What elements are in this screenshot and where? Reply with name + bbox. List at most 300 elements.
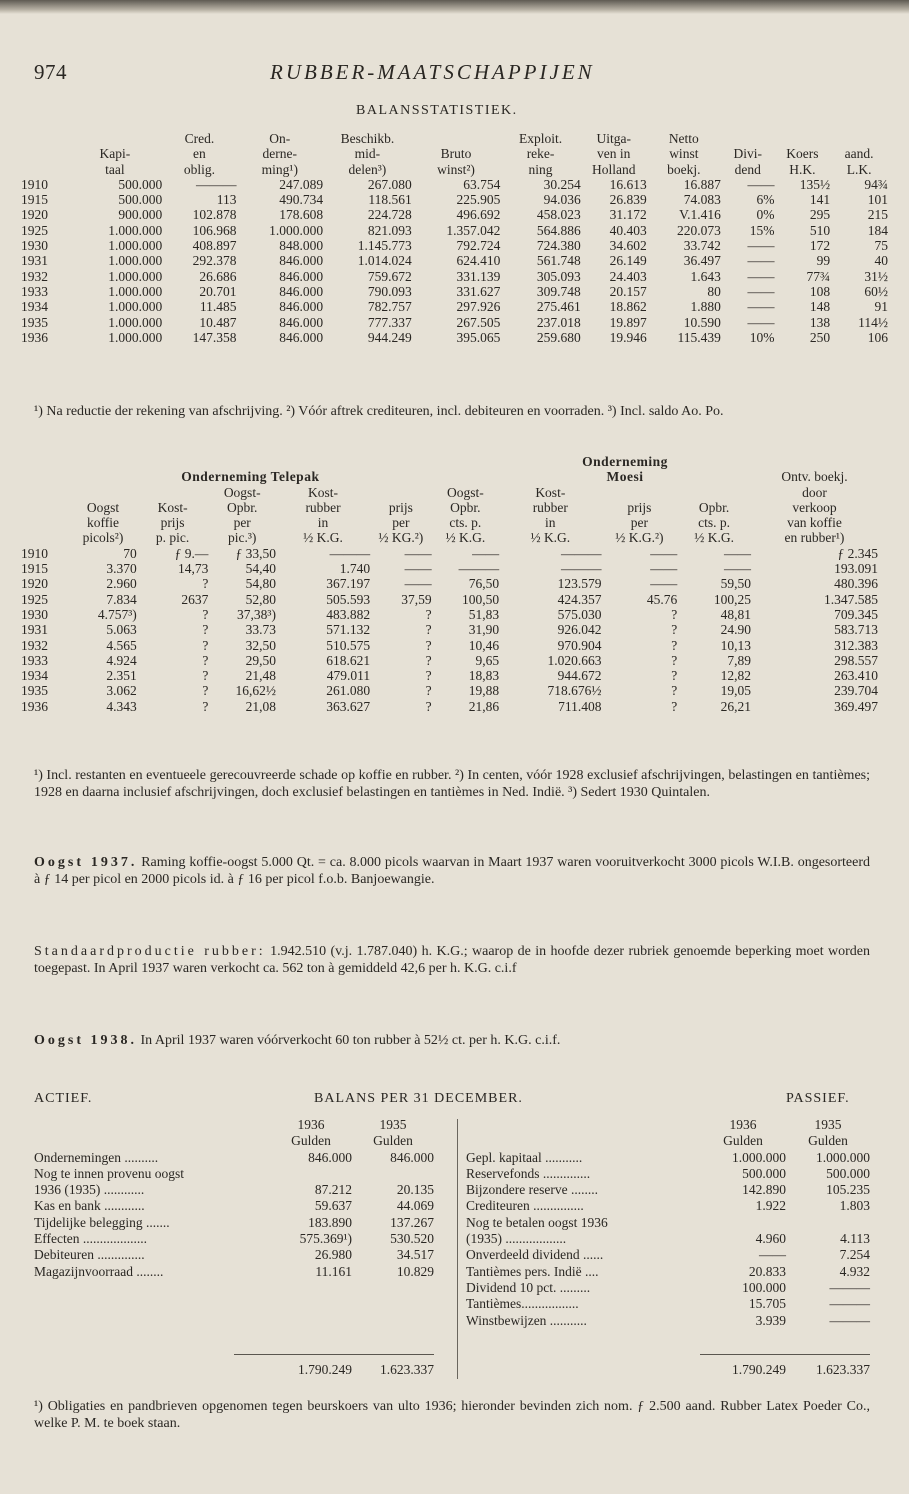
stats-row-cell: 11.485	[199, 299, 237, 315]
estate-row	[18, 607, 878, 622]
estate-row-cell: 1.740	[339, 561, 371, 577]
stats-row-cell: 15%	[749, 222, 775, 238]
stats-row-cell: 118.561	[368, 192, 412, 208]
estate-header-cell	[69, 485, 137, 500]
estate-header-cell: picols²)	[82, 530, 124, 546]
actief-row-cell	[270, 1166, 352, 1182]
estate-row-cell: 18,83	[468, 668, 500, 684]
estate-row-cell: 479.011	[326, 668, 371, 684]
passief-row-cell: Onverdeeld dividend ......	[466, 1247, 604, 1263]
stats-row-cell: 1934	[21, 299, 48, 315]
stats-row-cell: 34.602	[609, 238, 647, 254]
estate-row-cell: 45.76	[646, 591, 678, 607]
estate-row-cell: ?	[671, 606, 678, 622]
estate-row-cell: 54,80	[245, 576, 276, 592]
actief-row-cell: 34.517	[396, 1247, 434, 1263]
estate-header-cell	[18, 500, 69, 515]
stats-header-row-cell: Holland	[591, 161, 636, 177]
passief-row-cell: Bijzondere reserve ........	[466, 1182, 598, 1198]
stats-row-cell: 846.000	[279, 283, 324, 299]
estate-row-cell: 4.343	[106, 698, 137, 714]
estate-header-cell: Oogst-	[446, 484, 484, 500]
passief-row	[466, 1264, 870, 1280]
estate-row-cell: 1933	[21, 652, 48, 668]
actief-row-cell: Effecten ...................	[34, 1231, 147, 1247]
estate-row-cell: ———	[561, 561, 602, 577]
stats-row-cell: 33.742	[683, 238, 721, 254]
stats-row-cell: 1932	[21, 268, 48, 284]
scan-edge-shadow	[0, 0, 909, 14]
stats-header-row-cell: winst	[669, 146, 699, 162]
estate-row	[18, 546, 878, 561]
stats-row-cell: 60½	[864, 283, 888, 299]
estate-header-cell: cts. p.	[698, 515, 731, 531]
actief-unit-1935: Gulden	[373, 1133, 413, 1149]
passief-row-cell: 15.705	[748, 1296, 786, 1312]
stats-header-row-cell: mid-	[354, 146, 381, 162]
stats-row-cell: 305.093	[536, 268, 581, 284]
stats-row-cell: 74.083	[683, 192, 721, 208]
estate-row-cell: 5.063	[106, 622, 137, 638]
estate-row-cell: ?	[202, 683, 209, 699]
estate-header-cell: ½ K.G.	[694, 530, 734, 546]
estate-row-cell: ?	[425, 606, 432, 622]
stats-row-cell: 624.410	[456, 253, 501, 269]
stats-row-cell: 215	[867, 207, 888, 223]
estate-header-cell: pic.³)	[227, 530, 257, 546]
stats-row-cell: 31.172	[609, 207, 647, 223]
estate-row-cell: 19,88	[468, 683, 500, 699]
estate-row-cell: 48,81	[720, 606, 751, 622]
estate-row-cell: 2.960	[106, 576, 137, 592]
stats-row-cell: 782.757	[367, 299, 412, 315]
stats-row-cell: 40	[874, 253, 888, 269]
stats-header-row-cell: winst²)	[437, 161, 475, 177]
actief-row	[34, 1150, 434, 1166]
passief-row-cell: 3.939	[755, 1312, 786, 1328]
estate-row-cell: ——	[472, 545, 500, 561]
stats-header-row-cell: Koers	[786, 146, 819, 162]
actief-row-cell: Debiteuren ..............	[34, 1247, 145, 1263]
estate-row-cell: ƒ 33,50	[235, 545, 276, 561]
estate-row-cell: 24.90	[720, 622, 751, 638]
estate-row-cell: 369.497	[834, 698, 878, 714]
estate-header-cell: ½ K.G.	[530, 530, 571, 546]
estate-row-cell: ?	[425, 668, 432, 684]
estate-row-cell: 7,89	[727, 652, 751, 668]
estate-header-cell: Kost-	[157, 499, 188, 515]
actief-total-1936: 1.790.249	[298, 1362, 352, 1377]
passief-row-cell: 100.000	[742, 1279, 786, 1295]
actief-row	[34, 1198, 434, 1214]
estate-row-cell: ———	[561, 545, 602, 561]
stats-row	[18, 284, 888, 299]
stats-row	[18, 207, 888, 222]
stats-row-cell: 1930	[21, 238, 48, 254]
stats-header-row-cell: dend	[734, 161, 761, 177]
actief-row-cell: Tijdelijke belegging .......	[34, 1214, 170, 1230]
stats-header-row-cell	[18, 146, 67, 161]
stats-row-cell: 135½	[799, 176, 831, 192]
stats-row-cell: 759.672	[367, 268, 412, 284]
balance-actief-table	[34, 1117, 434, 1280]
estate-row-cell: ?	[202, 606, 209, 622]
stats-row-cell: 510	[809, 222, 831, 238]
stats-row-cell: 75	[874, 238, 888, 254]
stats-header-row-cell: aand.	[844, 146, 874, 162]
estate-row-cell: ?	[425, 698, 432, 714]
stats-row-cell: 16.613	[609, 176, 647, 192]
oogst-1937-text: Raming koffie-oogst 5.000 Qt. = ca. 8.000 picols waarvan in Maart 1937 waren vooruitverkocht 3000 picols W.I.B. ongesorteerd à ƒ 14 per picol en 2000 picols id. à ƒ 16 per picol f.o.b. Banjoewangie.	[34, 855, 871, 887]
oogst-1938-text: In April 1937 waren vóórverkocht 60 ton rubber à 52½ ct. per h. K.G. c.i.f.	[140, 1033, 561, 1048]
passief-row	[466, 1296, 870, 1312]
estate-row-cell: 16,62½	[235, 683, 276, 699]
stats-row-cell: 259.680	[536, 329, 581, 345]
estate-row-cell: 12,82	[720, 668, 751, 684]
stats-row-cell: 1.145.773	[357, 238, 412, 254]
stats-row-cell: 220.073	[677, 222, 721, 238]
estate-row-cell: 76,50	[468, 576, 500, 592]
estate-header-cell: in	[317, 515, 329, 531]
estate-row-cell: 3.370	[106, 561, 137, 577]
passief-row	[466, 1231, 870, 1247]
estate-header-cell: Kost-	[308, 484, 339, 500]
actief-unit-1936: Gulden	[291, 1133, 331, 1149]
stats-row-cell: ——	[747, 314, 775, 330]
stats-row-cell: 1.643	[690, 268, 721, 284]
stats-header-row-cell: oblig.	[183, 161, 215, 177]
stats-header-row-cell	[18, 131, 67, 146]
estate-header-cell: ½ KG.²)	[378, 530, 424, 546]
stats-row-cell: 6%	[756, 192, 775, 208]
passief-row-cell: ———	[829, 1279, 870, 1295]
stats-row	[18, 330, 888, 345]
stats-row-cell: 101	[867, 192, 888, 208]
stats-row-cell: 26.149	[609, 253, 647, 269]
stats-row-cell: 20.157	[609, 283, 647, 299]
estate-header-ontv: Ontv. boekj.	[781, 469, 848, 485]
stats-header-row-cell: ning	[528, 161, 553, 177]
stats-row-cell: 821.093	[367, 222, 412, 238]
stats-row-cell: 292.378	[192, 253, 237, 269]
estate-row	[18, 576, 878, 591]
stats-header-row-cell: boekj.	[667, 161, 701, 177]
stats-header-row-cell: Uitga-	[596, 131, 631, 146]
group-moesi-line2: Moesi	[606, 469, 644, 485]
estate-row-cell: 21,08	[245, 698, 276, 714]
passief-row-cell: ———	[829, 1312, 870, 1328]
actief-row	[34, 1166, 434, 1182]
estate-row-cell: 1931	[21, 622, 48, 638]
stats-row-cell: 237.018	[536, 314, 581, 330]
estate-row-cell: 9,65	[475, 652, 500, 668]
actief-row-cell: Kas en bank ............	[34, 1198, 145, 1214]
estate-row-cell: ?	[202, 576, 209, 592]
stats-row-cell: 1.000.000	[108, 283, 163, 299]
stats-row-cell: 275.461	[536, 299, 581, 315]
stats-row	[18, 192, 888, 207]
estate-header-cell: Oogst	[86, 499, 120, 515]
stats-row-cell: 147.358	[192, 329, 237, 345]
estate-row-cell: ?	[671, 622, 678, 638]
running-title: RUBBER-MAATSCHAPPIJEN	[270, 60, 595, 84]
stats-row-cell: 1936	[21, 329, 48, 345]
stats-row-cell: 846.000	[279, 299, 324, 315]
actief-row-cell	[352, 1166, 434, 1182]
stats-row-cell: 944.249	[367, 329, 412, 345]
stats-row-cell: 148	[809, 299, 831, 315]
stats-row-cell: 10.590	[683, 314, 721, 330]
estate-row-cell: 618.621	[326, 652, 371, 668]
passief-row-cell: (1935) ..................	[466, 1231, 567, 1247]
estate-row-cell: ?	[202, 698, 209, 714]
passief-total-1936: 1.790.249	[732, 1362, 786, 1377]
estate-row-cell: 14,73	[178, 561, 209, 577]
estate-row-cell: 483.882	[326, 606, 371, 622]
estate-row-cell: 100,25	[713, 591, 751, 607]
estate-header-cell: Kost-	[535, 484, 566, 500]
balance-footnote: ¹) Obligaties en pandbrieven opgenomen tegen beurskoers van ulto 1936; hieronder bevinden zich nom. ƒ 2.500 aand. Rubber Latex Poeder Co., welke P. M. te boek staan.	[34, 1399, 870, 1431]
estate-row-cell: ———	[329, 545, 371, 561]
passief-row-cell: 7.254	[839, 1247, 870, 1263]
estate-header-row	[18, 500, 878, 515]
actief-row-cell: 10.829	[396, 1263, 434, 1279]
passief-row-cell: Winstbewijzen ...........	[466, 1312, 587, 1328]
stats-row-cell: 63.754	[463, 176, 501, 192]
stats-header-row-cell: Cred.	[184, 131, 215, 146]
stats-header-row-cell: L.K.	[846, 161, 872, 177]
stats-row-cell: 247.089	[279, 176, 324, 192]
estate-row-cell: 312.383	[834, 637, 878, 653]
actief-row-cell: 44.069	[396, 1198, 434, 1214]
stats-row-cell: 26.839	[609, 192, 647, 208]
estate-row-cell: 711.408	[558, 698, 602, 714]
paragraph-oogst-1938	[34, 1032, 870, 1049]
passief-row-cell: Dividend 10 pct. .........	[466, 1279, 591, 1295]
estate-header-cell	[370, 485, 431, 500]
estate-row	[18, 561, 878, 576]
stats-header-row-cell	[67, 131, 162, 146]
estate-header-cell: in	[545, 515, 556, 531]
stats-row-cell: 267.505	[456, 314, 501, 330]
actief-row-cell: 11.161	[315, 1263, 352, 1279]
estate-header-cell	[18, 530, 69, 545]
estate-header-cell: rubber	[532, 499, 568, 515]
estate-row-cell: 1936	[21, 698, 48, 714]
estate-row-cell: 510.575	[326, 637, 371, 653]
stats-row-cell: 1.000.000	[108, 238, 163, 254]
stats-row-cell: 141	[809, 192, 831, 208]
estate-row-cell: 239.704	[834, 683, 878, 699]
balance-passief-table	[466, 1117, 870, 1329]
estate-header-cell: Opbr.	[450, 499, 481, 515]
page-number: 974	[34, 60, 67, 84]
passief-row-cell: 20.833	[748, 1263, 786, 1279]
estate-header-cell: per	[233, 515, 251, 531]
actief-row-cell: 26.980	[314, 1247, 352, 1263]
stats-header-row	[18, 131, 888, 146]
estate-row-cell: ƒ 2.345	[837, 545, 878, 561]
estate-header-cell: en rubber¹)	[784, 530, 845, 546]
estate-row-cell: ——	[404, 545, 432, 561]
passief-year-1936: 1936	[729, 1117, 757, 1132]
passief-row-cell: ———	[829, 1296, 870, 1312]
stats-row	[18, 223, 888, 238]
estate-row-cell: 480.396	[834, 576, 878, 592]
actief-row-cell: Ondernemingen ..........	[34, 1149, 159, 1165]
estate-row-cell: 3.062	[106, 683, 137, 699]
stats-row-cell: 1.000.000	[108, 268, 163, 284]
estate-row-cell: 123.579	[557, 576, 602, 592]
stats-header-row-cell: delen³)	[348, 161, 387, 177]
estate-row-cell: 1932	[21, 637, 48, 653]
estate-row-cell: ?	[425, 622, 432, 638]
estate-header-cell: prijs	[388, 499, 413, 515]
estate-row-cell: 29,50	[245, 652, 276, 668]
passief-row-cell: 4.960	[755, 1231, 786, 1247]
stats-row-cell: 1.014.024	[357, 253, 412, 269]
stats-header-row-cell: taal	[105, 161, 125, 177]
estate-row	[18, 592, 878, 607]
actief-row-cell: 846.000	[390, 1149, 434, 1165]
estate-row-cell: 193.091	[834, 561, 878, 577]
estate-row-cell: ——	[404, 576, 432, 592]
stats-header-row-cell: ming¹)	[261, 161, 298, 177]
stats-header-row-cell: Bruto	[440, 146, 472, 162]
estate-header-cell: door	[802, 484, 827, 500]
passief-row-cell: 500.000	[742, 1165, 786, 1181]
actief-year-1935: 1935	[379, 1117, 407, 1132]
estate-header-row	[18, 530, 878, 545]
estate-header-cell: prijs	[627, 499, 652, 515]
estate-header-row	[18, 515, 878, 530]
passief-row-cell: 1.000.000	[816, 1149, 870, 1165]
stats-row-cell: 846.000	[279, 253, 324, 269]
stats-row-cell: 564.886	[536, 222, 581, 238]
passief-row	[466, 1166, 870, 1182]
estate-row-cell: 363.627	[326, 698, 371, 714]
passief-row-cell: Nog te betalen oogst 1936	[466, 1214, 608, 1230]
stats-row-cell: 94.036	[543, 192, 581, 208]
passief-row	[466, 1198, 870, 1214]
stats-row-cell: 1.000.000	[108, 299, 163, 315]
stats-row-cell: 26.686	[199, 268, 237, 284]
stats-row-cell: ——	[747, 283, 775, 299]
oogst-1938-label: Oogst 1938.	[34, 1033, 137, 1048]
estate-row-cell: 70	[123, 545, 137, 561]
estate-row-cell: 1.020.663	[547, 652, 602, 668]
stats-row-cell: 40.403	[609, 222, 647, 238]
paragraph-oogst-1937	[34, 854, 870, 888]
stats-row-cell: 250	[809, 329, 831, 345]
passief-total-1935: 1.623.337	[816, 1362, 870, 1377]
balance-statistics-table	[18, 131, 888, 345]
estate-row-cell: 10,46	[468, 637, 500, 653]
actief-row-cell: 87.212	[314, 1182, 352, 1198]
estate-header-cell: Opbr.	[698, 499, 730, 515]
stats-header-row-cell: en	[193, 146, 206, 162]
stats-row-cell: 408.897	[192, 238, 237, 254]
estate-row-cell: ?	[671, 637, 678, 653]
stats-row-cell: 846.000	[279, 314, 324, 330]
passief-row-cell: Tantièmes pers. Indië ....	[466, 1263, 599, 1279]
estate-row-cell: 51,83	[468, 606, 500, 622]
estate-header-cell: van koffie	[787, 515, 842, 531]
stats-row-cell: 138	[809, 314, 831, 330]
estate-row-cell: 1915	[21, 561, 48, 577]
estate-row-cell: 21,86	[468, 698, 500, 714]
stats-row	[18, 253, 888, 268]
estate-row	[18, 638, 878, 653]
passief-row	[466, 1182, 870, 1198]
passief-row-cell: 105.235	[826, 1182, 870, 1198]
estate-header-row	[18, 485, 878, 500]
stats-row-cell: 0%	[756, 207, 775, 223]
stats-header-row-cell: Divi-	[733, 146, 762, 162]
passief-row-cell: ——	[759, 1247, 786, 1263]
estate-row-cell: ?	[671, 652, 678, 668]
estate-row-cell: 4.565	[106, 637, 137, 653]
standaard-label: Standaardproductie rubber:	[34, 944, 266, 959]
estate-row-cell: ——	[404, 561, 432, 577]
estate-row-cell: 298.557	[834, 652, 878, 668]
estate-row	[18, 699, 878, 714]
stats-row-cell: 20.701	[199, 283, 237, 299]
stats-row	[18, 238, 888, 253]
estate-row-cell: ?	[671, 683, 678, 699]
passief-unit-1936: Gulden	[723, 1133, 763, 1149]
estate-row-cell: 37,38³)	[237, 606, 276, 622]
estate-row-cell: ?	[202, 652, 209, 668]
estate-row-cell: 19,05	[720, 683, 751, 699]
estate-header-cell: Oogst-	[223, 484, 261, 500]
estate-header-cell	[18, 515, 69, 530]
estate-row-cell: 2.351	[106, 668, 137, 684]
stats-row-cell: 724.380	[536, 238, 581, 254]
estate-row-cell: 944.672	[557, 668, 602, 684]
stats-row-cell: 1.000.000	[108, 253, 163, 269]
stats-header-row-cell: H.K.	[789, 161, 816, 177]
group-telepak: Onderneming Telepak	[181, 469, 320, 485]
stats-row-cell: 331.627	[456, 283, 501, 299]
passief-sum-line	[700, 1354, 870, 1355]
stats-header-row-cell: ven in	[597, 146, 631, 162]
estate-header-cell: rubber	[305, 499, 341, 515]
oogst-1937-label: Oogst 1937.	[34, 855, 138, 870]
estate-header-cell	[602, 485, 678, 500]
passief-row-cell: 142.890	[742, 1182, 786, 1198]
stats-row-cell: 848.000	[279, 238, 324, 254]
stats-row-cell: ——	[747, 238, 775, 254]
estate-row-cell: 100,50	[462, 591, 500, 607]
estate-row-cell: ?	[425, 637, 432, 653]
stats-header-row	[18, 146, 888, 161]
stats-row-cell: 500.000	[118, 176, 163, 192]
passief-row-cell: 1.922	[755, 1198, 786, 1214]
actief-row-cell: 1936 (1935) ............	[34, 1182, 145, 1198]
actief-total-1935: 1.623.337	[380, 1362, 434, 1377]
stats-header-row-cell: Beschikb.	[340, 131, 395, 146]
stats-header-row-cell	[18, 162, 67, 177]
estate-row-cell: 2637	[181, 591, 209, 607]
passief-row	[466, 1280, 870, 1296]
estate-header-cell: verkoop	[792, 499, 837, 515]
balance-passief-title: PASSIEF.	[786, 1091, 850, 1106]
estate-row	[18, 622, 878, 637]
stats-row-cell: 1.000.000	[108, 222, 163, 238]
stats-row-cell: 297.926	[456, 299, 501, 315]
page-header	[0, 60, 909, 90]
